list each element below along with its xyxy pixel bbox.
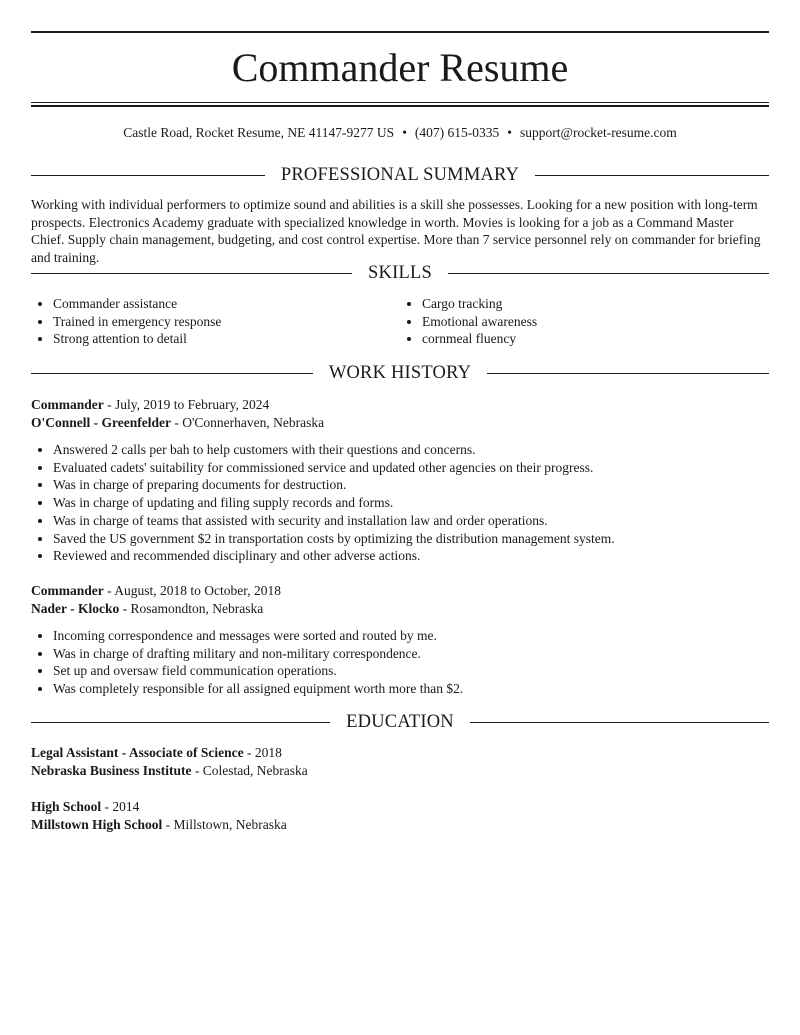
- grad-year: - 2014: [101, 799, 140, 814]
- divider: [31, 175, 265, 176]
- degree-line: [31, 744, 769, 762]
- double-rule-top: [31, 102, 769, 103]
- divider: [31, 722, 330, 723]
- school: Nebraska Business Institute: [31, 763, 192, 778]
- job-bullet: • Answered 2 calls per bah to help customers with their questions and concerns.: [53, 441, 769, 459]
- job-bullets: [31, 441, 769, 565]
- skill-item: • Emotional awareness: [422, 313, 769, 331]
- education-entry: [31, 798, 769, 834]
- section-title: WORK HISTORY: [328, 363, 472, 383]
- job-bullet: • Set up and oversaw field communication operations.: [53, 662, 769, 680]
- job-entry: [31, 582, 769, 698]
- school: Millstown High School: [31, 817, 163, 832]
- job-company: Nader - Klocko: [31, 601, 120, 616]
- job-title: Commander: [31, 583, 104, 598]
- divider: [535, 175, 769, 176]
- divider: [31, 273, 352, 274]
- divider: [31, 373, 313, 374]
- skills-list: [31, 295, 769, 348]
- contact-line: [31, 124, 769, 142]
- job-bullet: • Was completely responsible for all assigned equipment worth more than $2.: [53, 680, 769, 698]
- summary-text: Working with individual performers to optimize sound and abilities is a skill she possesses. Looking for a new position with long-term prospects. Electronics Academy graduate with specialized knowledge in worth. Movies is looking for a job as a Command Master Chief. Supply chain management, budgeting, and cost control expertise. More than 7 service personnel rely on commander for briefing and training.: [31, 197, 761, 266]
- section-title: PROFESSIONAL SUMMARY: [280, 165, 520, 185]
- separator: •: [402, 125, 407, 140]
- resume-title: Commander Resume: [231, 45, 569, 90]
- degree: Legal Assistant - Associate of Science: [31, 745, 244, 760]
- skill-item: • Strong attention to detail: [53, 330, 400, 348]
- degree-line: [31, 798, 769, 816]
- skill-item: • Commander assistance: [53, 295, 400, 313]
- job-company-line: [31, 600, 769, 618]
- school-line: [31, 762, 769, 780]
- divider: [470, 722, 769, 723]
- job-bullet: • Was in charge of teams that assisted with security and installation law and order operations.: [53, 512, 769, 530]
- skill-item: • Cargo tracking: [422, 295, 769, 313]
- contact-address: Castle Road, Rocket Resume, NE 41147-9277 US: [123, 125, 395, 140]
- job-bullet: • Reviewed and recommended disciplinary and other adverse actions.: [53, 547, 769, 565]
- section-heading-work: [31, 361, 769, 385]
- contact-phone: (407) 615-0335: [414, 125, 500, 140]
- job-bullet: • Was in charge of updating and filing supply records and forms.: [53, 494, 769, 512]
- job-dates: - July, 2019 to February, 2024: [103, 397, 270, 412]
- divider: [448, 273, 769, 274]
- job-bullet: • Was in charge of drafting military and non-military correspondence.: [53, 645, 769, 663]
- section-title: EDUCATION: [346, 712, 454, 732]
- section-heading-education: [31, 710, 769, 734]
- job-bullets: [31, 627, 769, 698]
- double-rule-bottom: [31, 105, 769, 107]
- job-title-line: [31, 396, 769, 414]
- job-location: - Rosamondton, Nebraska: [119, 601, 264, 616]
- skills-column-right: [400, 295, 769, 348]
- school-location: - Millstown, Nebraska: [162, 817, 287, 832]
- skill-item: • Trained in emergency response: [53, 313, 400, 331]
- job-entry: [31, 396, 769, 565]
- job-dates: - August, 2018 to October, 2018: [103, 583, 281, 598]
- separator: •: [507, 125, 513, 140]
- job-title: Commander: [31, 397, 104, 412]
- job-company-line: [31, 414, 769, 432]
- skills-column-left: [31, 295, 400, 348]
- degree: High School: [31, 799, 102, 814]
- grad-year: - 2018: [243, 745, 282, 760]
- section-heading-skills: [31, 261, 769, 285]
- job-bullet: • Evaluated cadets' suitability for commissioned service and updated other agencies on their progress.: [53, 459, 769, 477]
- education-entry: [31, 744, 769, 780]
- job-bullet: • Was in charge of preparing documents for destruction.: [53, 476, 769, 494]
- top-rule: [31, 31, 769, 33]
- contact-email: support@rocket-resume.com: [520, 125, 677, 140]
- job-company: O'Connell - Greenfelder: [31, 415, 171, 430]
- section-title: SKILLS: [368, 263, 432, 283]
- section-heading-summary: [31, 163, 769, 187]
- school-location: - Colestad, Nebraska: [191, 763, 308, 778]
- divider: [487, 373, 769, 374]
- job-location: - O'Connerhaven, Nebraska: [170, 415, 325, 430]
- job-bullet: • Saved the US government $2 in transportation costs by optimizing the distribution management system.: [53, 530, 769, 548]
- job-title-line: [31, 582, 769, 600]
- school-line: [31, 816, 769, 834]
- job-bullet: • Incoming correspondence and messages were sorted and routed by me.: [53, 627, 769, 645]
- skill-item: • cornmeal fluency: [422, 330, 769, 348]
